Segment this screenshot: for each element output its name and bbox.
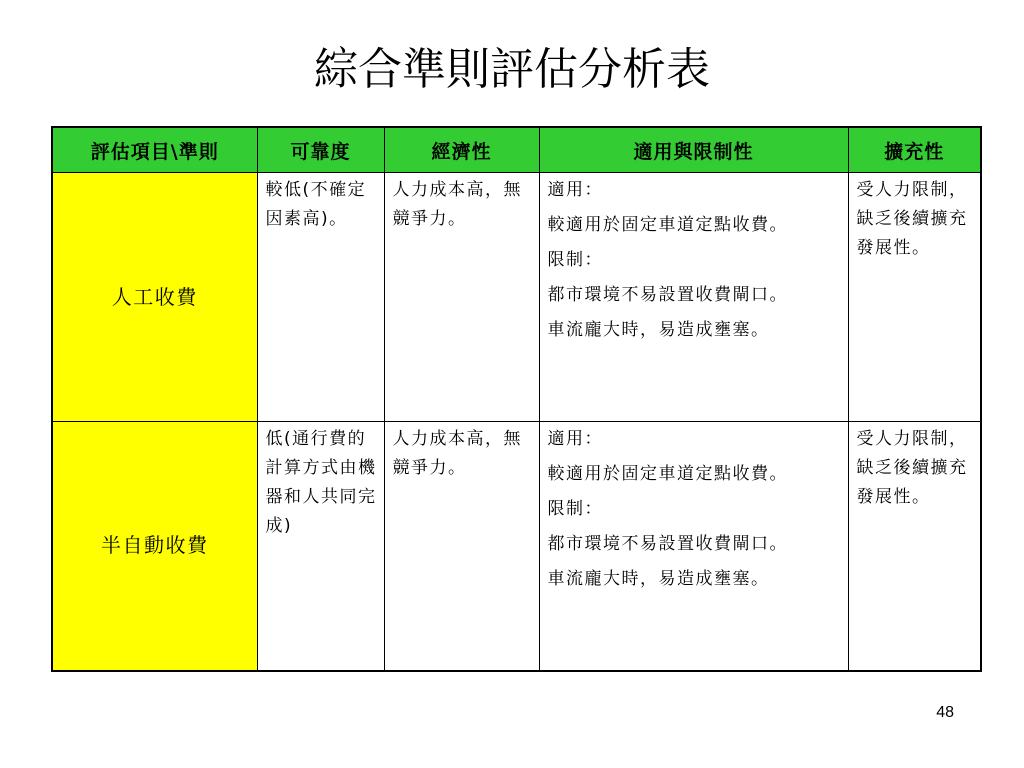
economy-text: 人力成本高，無競爭力。	[392, 180, 522, 229]
applicable-text: 較適用於固定車道定點收費。	[547, 215, 788, 235]
limit-text: 車流龐大時，易造成壅塞。	[547, 320, 770, 340]
row-name-semi-auto: 半自動收費	[52, 422, 257, 671]
limit-text: 車流龐大時，易造成壅塞。	[547, 569, 770, 589]
reliability-cell	[257, 173, 384, 422]
page-number: 48	[936, 704, 954, 721]
header-reliability: 可靠度	[257, 127, 384, 173]
table-row	[52, 422, 981, 671]
applicability-cell	[539, 173, 848, 422]
header-economy: 經濟性	[384, 127, 539, 173]
economy-cell	[384, 173, 539, 422]
reliability-text: 低(通行費的計算方式由機器和人共同完成)	[265, 429, 377, 536]
limit-text: 都市環境不易設置收費閘口。	[547, 285, 788, 305]
reliability-cell	[257, 422, 384, 671]
expandability-cell	[848, 173, 981, 422]
expandability-cell	[848, 422, 981, 671]
applicable-text: 較適用於固定車道定點收費。	[547, 464, 788, 484]
table-header-row	[52, 127, 981, 173]
limit-label: 限制：	[547, 250, 603, 270]
table-row	[52, 173, 981, 422]
applicability-cell	[539, 422, 848, 671]
applicable-label: 適用：	[547, 429, 603, 449]
header-criteria: 評估項目\準則	[52, 127, 257, 173]
slide-title: 綜合準則評估分析表	[314, 44, 710, 95]
expandability-text: 受人力限制，缺乏後續擴充發展性。	[856, 180, 968, 258]
limit-text: 都市環境不易設置收費閘口。	[547, 534, 788, 554]
reliability-text: 較低(不確定因素高)。	[265, 180, 367, 229]
header-applicability: 適用與限制性	[539, 127, 848, 173]
economy-text: 人力成本高，無競爭力。	[392, 429, 522, 478]
applicable-label: 適用：	[547, 180, 603, 200]
economy-cell	[384, 422, 539, 671]
header-expandability: 擴充性	[848, 127, 981, 173]
evaluation-table	[51, 126, 982, 672]
limit-label: 限制：	[547, 499, 603, 519]
expandability-text: 受人力限制，缺乏後續擴充發展性。	[856, 429, 968, 507]
row-name-manual: 人工收費	[52, 173, 257, 422]
